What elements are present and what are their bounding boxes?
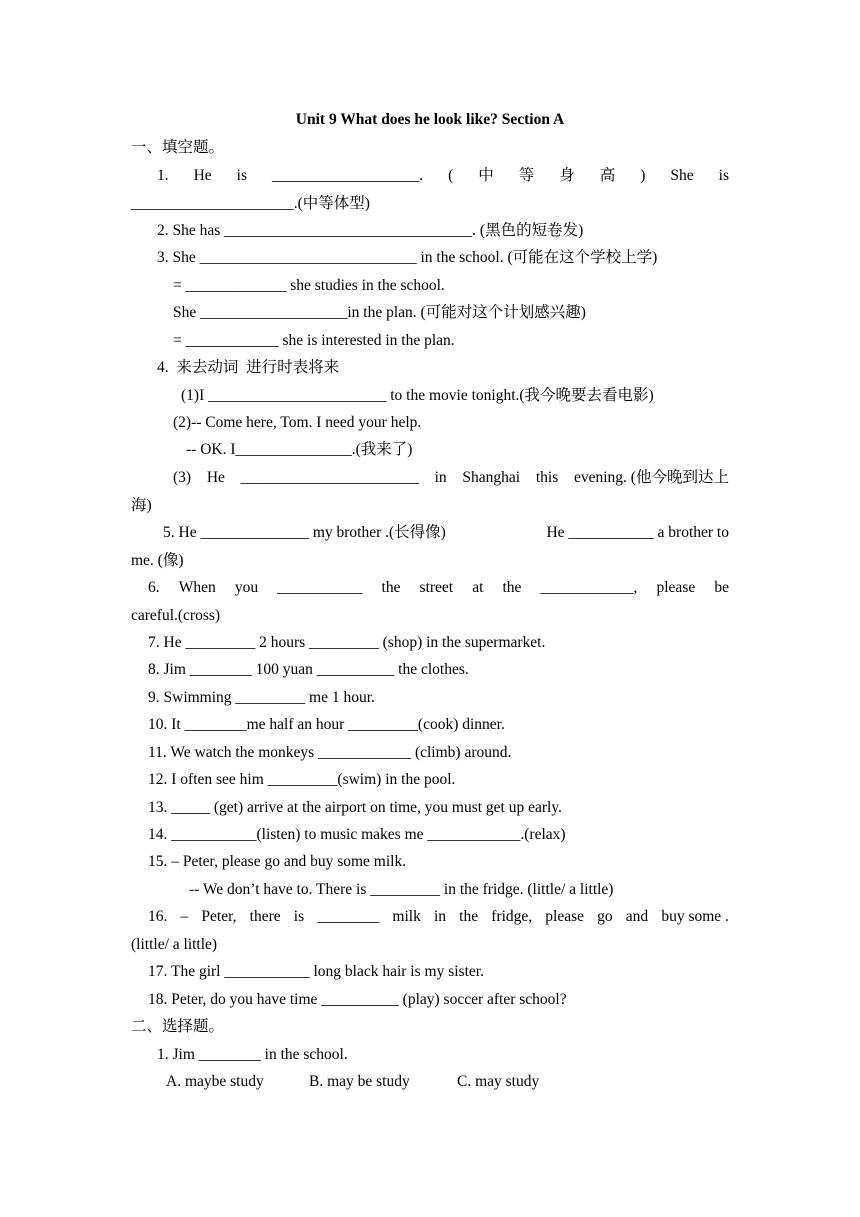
q6-line-1 (148, 578, 729, 598)
q2: 2. She has ________________________________. (黑色的短卷发) (157, 222, 584, 239)
q3-line-2: = _____________ she studies in the school. (173, 277, 445, 294)
q11: 11. We watch the monkeys ____________ (climb) around. (148, 744, 512, 761)
q13: 13. _____ (get) arrive at the airport on time, you must get up early. (148, 799, 562, 816)
q4-line-2: (2)-- Come here, Tom. I need your help. (173, 414, 422, 431)
q16-word: fridge, (491, 908, 533, 925)
q1-line-1 (157, 166, 729, 186)
q1-word: ) (640, 167, 646, 184)
mc-q1-option-a: A. maybe study (166, 1073, 264, 1090)
q6-word: please (656, 579, 696, 596)
q15-line-1: 15. – Peter, please go and buy some milk. (148, 853, 407, 870)
q4-line-1: (1)I _______________________ to the movie tonight.(我今晚要去看电影) (181, 387, 654, 404)
mc-q1-option-c: C. may study (457, 1073, 540, 1090)
q1-word: He (193, 167, 212, 184)
q10: 10. It ________me half an hour _________(cook) dinner. (148, 716, 505, 733)
q5-line-1b: He ___________ a brother to (546, 524, 729, 541)
q1-word: ( (448, 167, 454, 184)
q6-line-2: careful.(cross) (131, 607, 221, 624)
q4-3-word: _______________________ (240, 469, 419, 486)
q3-line-3: She ___________________in the plan. (可能对这个计划感兴趣) (173, 304, 586, 321)
q16-word: is (293, 908, 305, 925)
q1-line-2: _____________________.(中等体型) (131, 195, 370, 212)
q6-word: 6. (148, 579, 160, 596)
mc-q1-option-b: B. may be study (309, 1073, 410, 1090)
q8: 8. Jim ________ 100 yuan __________ the clothes. (148, 661, 469, 678)
q6-word: at (472, 579, 484, 596)
q16-word: ________ (317, 908, 380, 925)
q4-3-word: in (434, 469, 447, 486)
q16-word: and (625, 908, 649, 925)
q3-line-4: = ____________ she is interested in the plan. (173, 332, 455, 349)
q5-line-2: me. (像) (131, 552, 184, 569)
q4-line-4 (173, 468, 729, 488)
q6-word: ____________, (540, 579, 638, 596)
q4-3-word: He (206, 469, 225, 486)
q16-line-2: (little/ a little) (131, 936, 218, 953)
q17: 17. The girl ___________ long black hair is my sister. (148, 963, 484, 980)
q16-word: 16. (148, 908, 168, 925)
q9: 9. Swimming _________ me 1 hour. (148, 689, 375, 706)
section-heading: 一、填空题。 (131, 139, 225, 156)
q6-word: you (234, 579, 259, 596)
q6-word: be (714, 579, 729, 596)
q1-word: 高 (599, 167, 616, 184)
q16-word: – (180, 908, 189, 925)
q12: 12. I often see him _________(swim) in the pool. (148, 771, 456, 788)
q6-word: street (419, 579, 454, 596)
q15-line-2: -- We don’t have to. There is _________ in the fridge. (little/ a little) (189, 881, 614, 898)
q1-word: 中 (478, 167, 494, 184)
q4-3-word: evening. (他今晚到达上 (573, 469, 729, 486)
q4-3-word: (3) (173, 469, 192, 486)
q6-word: the (502, 579, 522, 596)
q3-line-1: 3. She ____________________________ in the school. (可能在这个学校上学) (157, 249, 658, 266)
q16-word: Peter, (201, 908, 237, 925)
q6-word: When (178, 579, 216, 596)
q1-word: is (718, 167, 729, 184)
q1-word: ___________________. (272, 167, 424, 184)
q6-word: ___________ (277, 579, 363, 596)
q1-word: is (236, 167, 248, 184)
page-title: Unit 9 What does he look like? Section A (295, 111, 565, 128)
q16-word: go (597, 908, 613, 925)
q1-word: 1. (157, 167, 169, 184)
q14: 14. ___________(listen) to music makes me ____________.(relax) (148, 826, 566, 843)
q7: 7. He _________ 2 hours _________ (shop) in the supermarket. (148, 634, 546, 651)
q16-word: in (433, 908, 447, 925)
q1-word: 等 (518, 167, 535, 184)
q4-heading: 4. 来去动词 进行时表将来 (157, 359, 340, 376)
q1-word: She (670, 167, 694, 184)
q4-line-3: -- OK. I_______________.(我来了) (186, 441, 413, 458)
q6-word: the (381, 579, 401, 596)
q16-line-1 (148, 907, 729, 927)
q4-3-word: Shanghai (462, 469, 521, 486)
q16-word: buy some . (661, 908, 729, 925)
q5-line-1a: 5. He ______________ my brother .(长得像) (163, 524, 446, 541)
section-heading-2: 二、选择题。 (131, 1018, 225, 1035)
q16-word: there (249, 908, 281, 925)
q16-word: please (545, 908, 585, 925)
q16-word: milk (392, 908, 421, 925)
q18: 18. Peter, do you have time __________ (play) soccer after school? (148, 991, 567, 1008)
q4-line-5: 海) (131, 497, 152, 514)
q4-3-word: this (535, 469, 559, 486)
mc-q1: 1. Jim ________ in the school. (157, 1046, 348, 1063)
q1-word: 身 (559, 167, 575, 184)
q16-word: the (459, 908, 479, 925)
